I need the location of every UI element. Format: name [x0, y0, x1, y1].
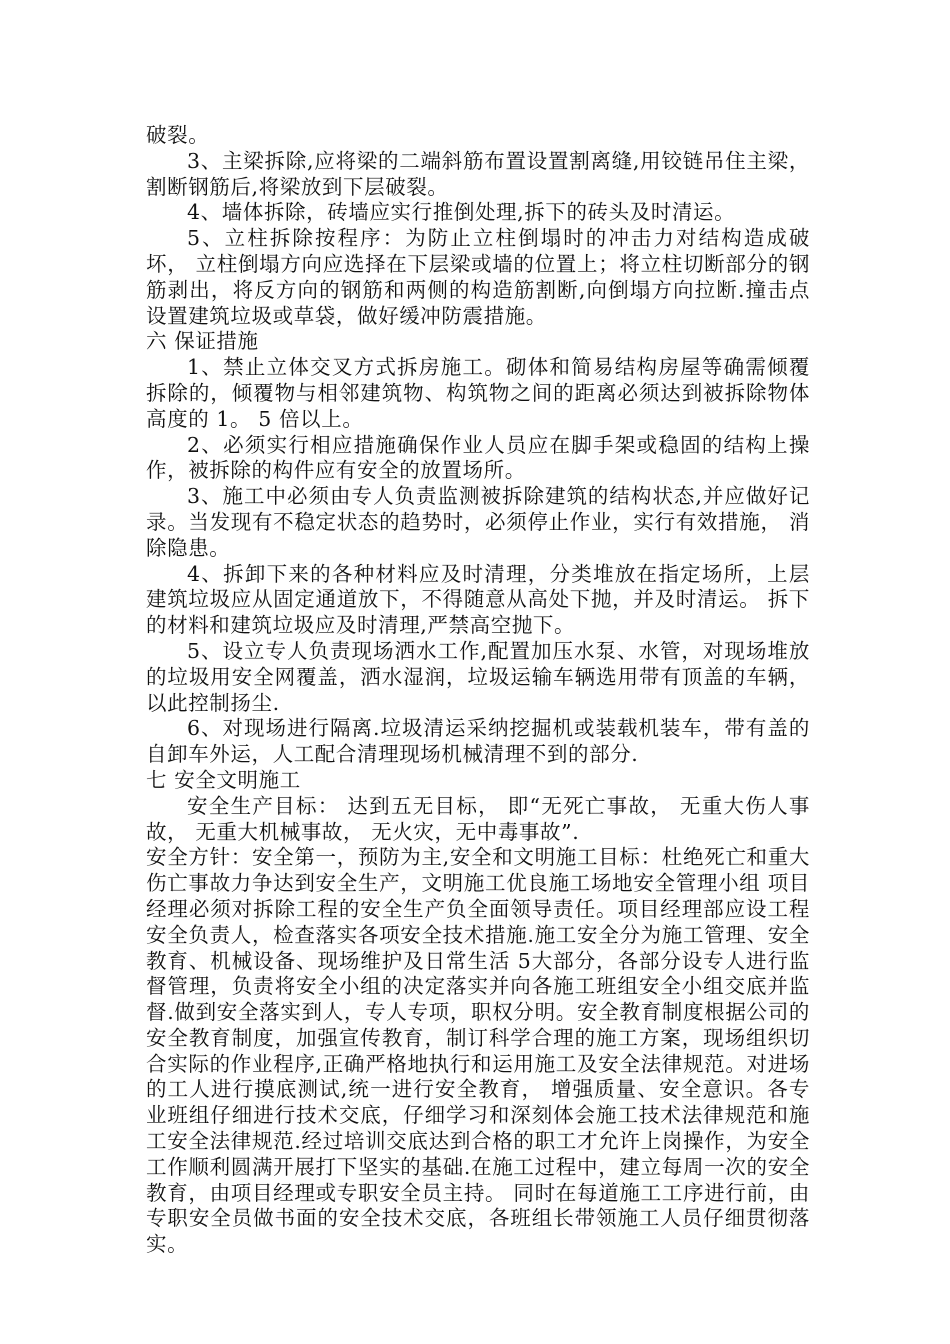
paragraph-safety-goal: 安全生产目标： 达到五无目标， 即“无死亡事故， 无重大伤人事故， 无重大机械事故， 无火灾，无中毒事故”. [146, 793, 810, 844]
paragraph-beam-removal: 3、主梁拆除,应将梁的二端斜筋布置设置割离缝,用铰链吊住主梁，割断钢筋后,将梁放到下层破裂。 [146, 148, 810, 199]
paragraph-safety-policy: 安全方针：安全第一，预防为主,安全和文明施工目标：杜绝死亡和重大伤亡事故力争达到安全生产，文明施工优良施工场地安全管理小组 项目经理必须对拆除工程的安全生产负全面领导责任。项目经理部应设工程安全负责人，检查落实各项安全技术措施.施工安全分为施工管理、安全教育、机械设备、现场维护及日常生活 5大部分，各部分设专人进行监督管理，负责将安全小组的决定落实并向各施工班组安全小组交底并监督.做到安全落实到人，专人专项，职权分明。安全教育制度根据公司的安全教育制度，加强宣传教育，制订科学合理的施工方案，现场组织切合实际的作业程序,正确严格地执行和运用施工及安全法律规范。对进场的工人进行摸底测试,统一进行安全教育， 增强质量、安全意识。各专业班组仔细进行技术交底，仔细学习和深刻体会施工技术法律规范和施工安全法律规范.经过培训交底达到合格的职工才允许上岗操作，为安全工作顺利圆满开展打下坚实的基础.在施工过程中，建立每周一次的安全教育，由项目经理或专职安全员主持。 同时在每道施工工序进行前，由专职安全员做书面的安全技术交底，各班组长带领施工人员仔细贯彻落实。 [146, 845, 810, 1257]
paragraph-measure-4: 4、拆卸下来的各种材料应及时清理，分类堆放在指定场所，上层建筑垃圾应从固定通道放下，不得随意从高处下抛，并及时清运。 拆下的材料和建筑垃圾应及时清理,严禁高空抛下。 [146, 561, 810, 638]
paragraph-wall-removal: 4、墙体拆除，砖墙应实行推倒处理,拆下的砖头及时清运。 [187, 200, 736, 225]
document-page [146, 123, 810, 1258]
section-heading-guarantee-measures: 六 保证措施 [146, 329, 259, 354]
paragraph-measure-6: 6、对现场进行隔离.垃圾清运采纳挖掘机或装载机装车，带有盖的自卸车外运，人工配合清理现场机械清理不到的部分. [146, 716, 810, 767]
paragraph-column-removal: 5、立柱拆除按程序：为防止立柱倒塌时的冲击力对结构造成破坏， 立柱倒塌方向应选择在下层梁或墙的位置上；将立柱切断部分的钢筋剥出，将反方向的钢筋和两侧的构造筋割断,向倒塌方向拉断.撞击点设置建筑垃圾或草袋，做好缓冲防震措施。 [146, 226, 810, 328]
section-heading-safe-construction: 七 安全文明施工 [146, 767, 301, 792]
paragraph-measure-1: 1、禁止立体交叉方式拆房施工。砌体和简易结构房屋等确需倾覆拆除的，倾覆物与相邻建筑物、构筑物之间的距离必须达到被拆除物体高度的 1。 5 倍以上。 [146, 355, 810, 431]
paragraph-measure-2: 2、必须实行相应措施确保作业人员应在脚手架或稳固的结构上操作，被拆除的构件应有安全的放置场所。 [146, 432, 810, 483]
paragraph-measure-5: 5、设立专人负责现场洒水工作,配置加压水泵、水管，对现场堆放的垃圾用安全网覆盖，洒水湿润，垃圾运输车辆选用带有顶盖的车辆，以此控制扬尘. [146, 638, 810, 715]
paragraph-continuation: 破裂。 [146, 123, 210, 147]
paragraph-measure-3: 3、施工中必须由专人负责监测被拆除建筑的结构状态,并应做好记录。当发现有不稳定状态的趋势时，必须停止作业，实行有效措施， 消除隐患。 [146, 484, 810, 560]
